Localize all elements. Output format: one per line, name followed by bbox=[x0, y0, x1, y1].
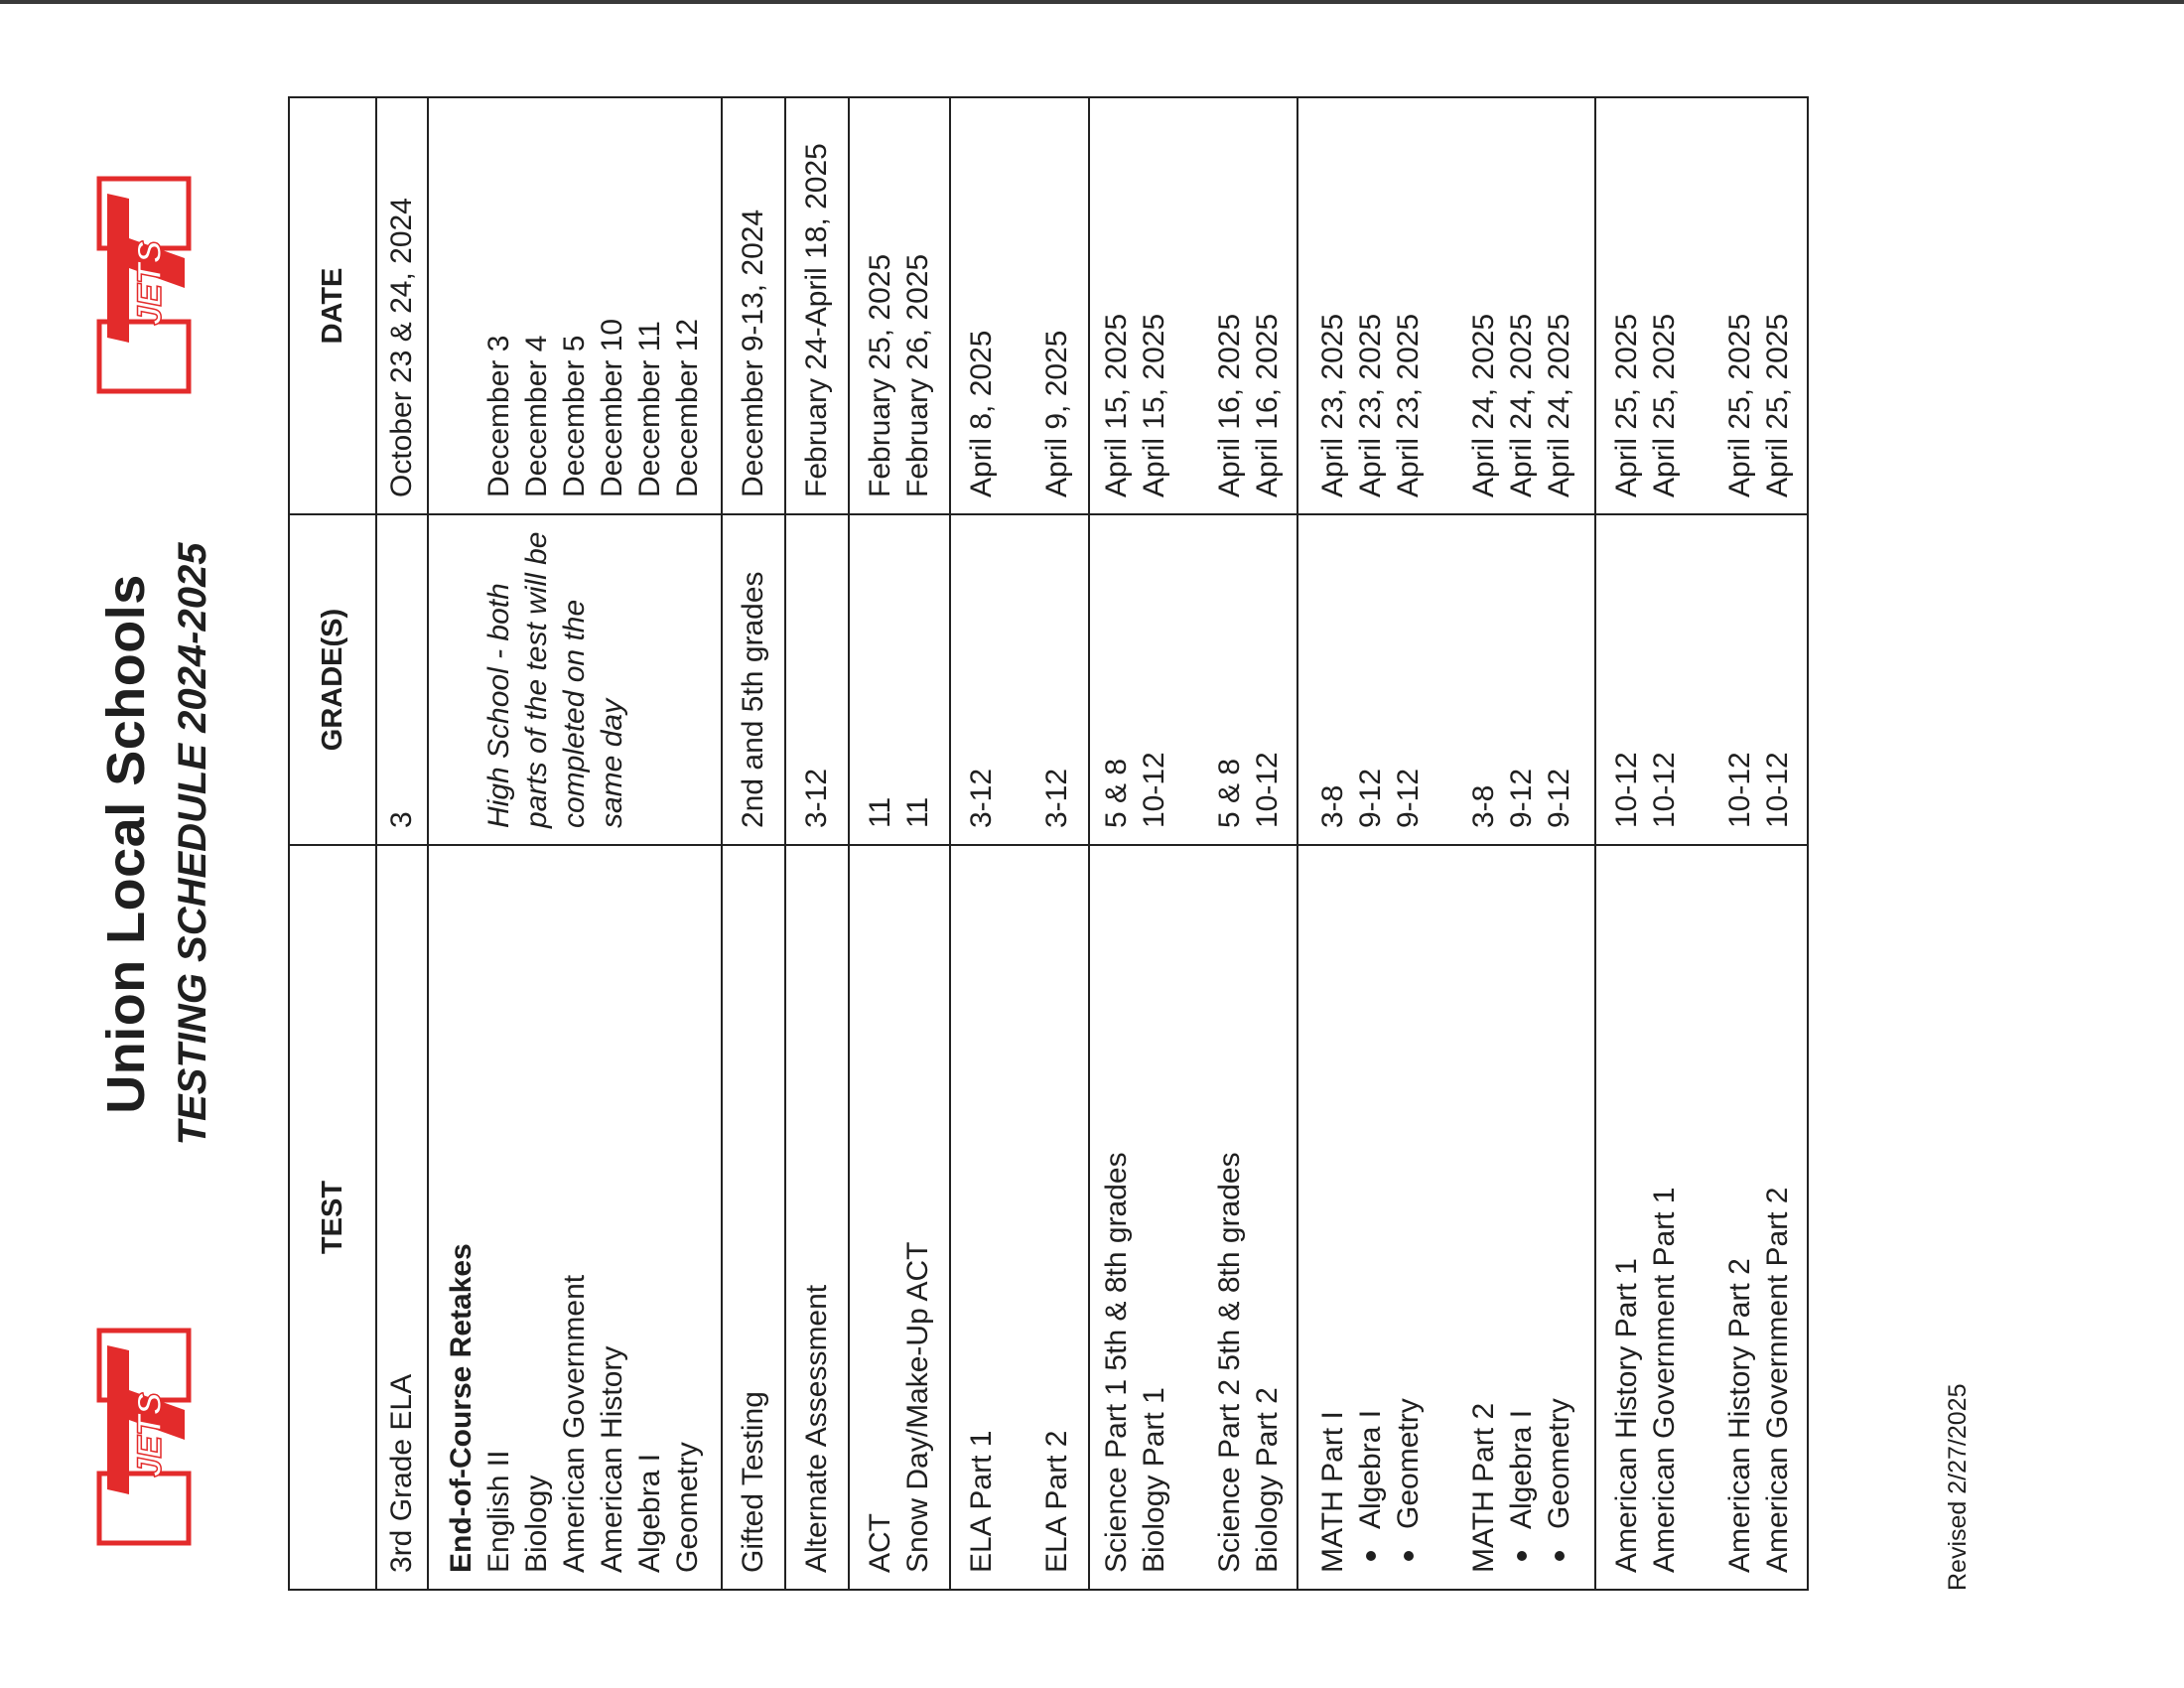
date-value: April 24, 2025 bbox=[1505, 313, 1538, 497]
grade-value: 9-12 bbox=[1392, 768, 1425, 828]
test-cell bbox=[1297, 845, 1595, 1590]
date-cell bbox=[428, 97, 722, 514]
table-row bbox=[428, 97, 722, 1590]
grade-value: 10-12 bbox=[1761, 752, 1794, 828]
date-cell bbox=[950, 97, 1089, 514]
column-header-test: TEST bbox=[289, 845, 376, 1590]
grade-value: 11 bbox=[864, 796, 896, 828]
table-row bbox=[785, 97, 849, 1590]
table-row bbox=[1595, 97, 1808, 1590]
test-name: ELA Part 1 bbox=[965, 1430, 998, 1573]
test-name: Biology Part 2 bbox=[1251, 1387, 1284, 1573]
grades-cell bbox=[950, 514, 1089, 845]
date-value: December 9-13, 2024 bbox=[737, 209, 769, 497]
page-title: Union Local Schools bbox=[96, 574, 156, 1114]
table-header-row bbox=[289, 97, 376, 1590]
date-cell bbox=[785, 97, 849, 514]
date-value: April 16, 2025 bbox=[1251, 313, 1284, 497]
date-value: April 23, 2025 bbox=[1316, 313, 1349, 497]
math-bullet-item: Algebra I bbox=[1503, 862, 1541, 1573]
revised-date: Revised 2/27/2025 bbox=[1944, 1383, 1972, 1591]
date-value: April 16, 2025 bbox=[1213, 313, 1246, 497]
date-value: April 24, 2025 bbox=[1467, 313, 1500, 497]
date-value: December 3 bbox=[482, 335, 515, 497]
grade-value: 11 bbox=[901, 796, 934, 828]
table-row bbox=[849, 97, 950, 1590]
date-cell bbox=[1595, 97, 1808, 514]
date-value: April 25, 2025 bbox=[1723, 313, 1756, 497]
test-cell bbox=[785, 845, 849, 1590]
date-value: April 23, 2025 bbox=[1392, 313, 1425, 497]
grades-cell bbox=[849, 514, 950, 845]
test-cell bbox=[722, 845, 785, 1590]
date-value: December 5 bbox=[558, 335, 591, 497]
table-row bbox=[1297, 97, 1595, 1590]
math-bullet-item: Geometry bbox=[1390, 862, 1428, 1573]
date-value: April 15, 2025 bbox=[1100, 313, 1133, 497]
test-name: American Government bbox=[558, 1274, 591, 1573]
grade-value: 5 & 8 bbox=[1100, 758, 1133, 828]
test-name: American History Part 1 bbox=[1610, 1258, 1643, 1573]
test-name: American Government Part 1 bbox=[1648, 1187, 1681, 1573]
test-name: Biology Part 1 bbox=[1138, 1387, 1170, 1573]
column-header-date: DATE bbox=[289, 97, 376, 514]
test-heading: End-of-Course Retakes bbox=[445, 1243, 478, 1573]
grades-cell bbox=[428, 514, 722, 845]
test-name: Gifted Testing bbox=[737, 1391, 769, 1573]
test-name: 3rd Grade ELA bbox=[385, 1373, 418, 1573]
grade-value: 10-12 bbox=[1138, 752, 1170, 828]
testing-schedule-table bbox=[288, 96, 1809, 1591]
logo-text: JETS bbox=[131, 240, 169, 326]
date-cell bbox=[849, 97, 950, 514]
date-cell bbox=[1089, 97, 1297, 514]
date-value: December 11 bbox=[633, 321, 666, 497]
page-subtitle: TESTING SCHEDULE 2024-2025 bbox=[171, 542, 214, 1146]
date-value: April 24, 2025 bbox=[1543, 313, 1575, 497]
math-bullet-item: Algebra I bbox=[1352, 862, 1390, 1573]
grade-value: 9-12 bbox=[1505, 768, 1538, 828]
date-value: April 25, 2025 bbox=[1761, 313, 1794, 497]
grades-note: High School - both parts of the test will be completed on the same day bbox=[482, 531, 628, 828]
test-cell bbox=[950, 845, 1089, 1590]
date-value: April 25, 2025 bbox=[1610, 313, 1643, 497]
date-value: December 4 bbox=[520, 335, 553, 497]
math-bullet-item: Geometry bbox=[1541, 862, 1578, 1573]
grade-value: 9-12 bbox=[1354, 768, 1387, 828]
date-value: April 15, 2025 bbox=[1138, 313, 1170, 497]
grade-value: 3 bbox=[385, 811, 418, 828]
grades-cell bbox=[722, 514, 785, 845]
test-name: English II bbox=[482, 1450, 515, 1573]
logo-text: JETS bbox=[131, 1392, 169, 1477]
test-cell bbox=[1595, 845, 1808, 1590]
test-name: Geometry bbox=[671, 1442, 704, 1573]
grades-cell bbox=[1089, 514, 1297, 845]
test-name: Alternate Assessment bbox=[800, 1284, 833, 1573]
date-cell bbox=[376, 97, 428, 514]
grade-value: 10-12 bbox=[1723, 752, 1756, 828]
test-name: ELA Part 2 bbox=[1040, 1430, 1073, 1573]
test-name: Algebra I bbox=[633, 1453, 666, 1573]
table-row bbox=[1089, 97, 1297, 1590]
date-value: February 24-April 18, 2025 bbox=[800, 143, 833, 497]
date-value: April 23, 2025 bbox=[1354, 313, 1387, 497]
math-part-title: MATH Part 2 bbox=[1467, 1402, 1500, 1573]
date-value: April 8, 2025 bbox=[965, 330, 998, 497]
test-name: Biology bbox=[520, 1475, 553, 1573]
test-name: American Government Part 2 bbox=[1761, 1187, 1794, 1573]
column-header-grades: GRADE(S) bbox=[289, 514, 376, 845]
grade-value: 10-12 bbox=[1251, 752, 1284, 828]
test-name: Science Part 1 5th & 8th grades bbox=[1100, 1152, 1133, 1573]
grades-cell bbox=[376, 514, 428, 845]
test-cell bbox=[1089, 845, 1297, 1590]
date-value: April 25, 2025 bbox=[1648, 313, 1681, 497]
grades-cell bbox=[1297, 514, 1595, 845]
table-row bbox=[722, 97, 785, 1590]
grade-value: 10-12 bbox=[1610, 752, 1643, 828]
date-value: February 26, 2025 bbox=[901, 253, 934, 497]
date-value: February 25, 2025 bbox=[864, 253, 896, 497]
test-cell bbox=[849, 845, 950, 1590]
table-row bbox=[376, 97, 428, 1590]
date-cell bbox=[1297, 97, 1595, 514]
grade-value: 3-8 bbox=[1467, 784, 1500, 828]
grade-value: 3-12 bbox=[800, 768, 833, 828]
test-name: Snow Day/Make-Up ACT bbox=[901, 1241, 934, 1573]
grade-value: 3-8 bbox=[1316, 784, 1349, 828]
date-cell bbox=[722, 97, 785, 514]
test-cell bbox=[376, 845, 428, 1590]
date-value: December 10 bbox=[596, 318, 628, 497]
math-part-title: MATH Part I bbox=[1316, 1411, 1349, 1573]
grade-value: 5 & 8 bbox=[1213, 758, 1246, 828]
test-name: American History Part 2 bbox=[1723, 1258, 1756, 1573]
grade-value: 10-12 bbox=[1648, 752, 1681, 828]
grade-value: 3-12 bbox=[965, 768, 998, 828]
date-value: October 23 & 24, 2024 bbox=[385, 198, 418, 497]
test-name: Science Part 2 5th & 8th grades bbox=[1213, 1152, 1246, 1573]
grades-cell bbox=[1595, 514, 1808, 845]
table-row bbox=[950, 97, 1089, 1590]
test-cell bbox=[428, 845, 722, 1590]
test-name: ACT bbox=[864, 1513, 896, 1573]
date-value: April 9, 2025 bbox=[1040, 330, 1073, 497]
test-name: American History bbox=[596, 1345, 628, 1573]
grade-value: 2nd and 5th grades bbox=[737, 571, 769, 828]
date-value: December 12 bbox=[671, 318, 704, 497]
grade-value: 9-12 bbox=[1543, 768, 1575, 828]
grade-value: 3-12 bbox=[1040, 768, 1073, 828]
grades-cell bbox=[785, 514, 849, 845]
